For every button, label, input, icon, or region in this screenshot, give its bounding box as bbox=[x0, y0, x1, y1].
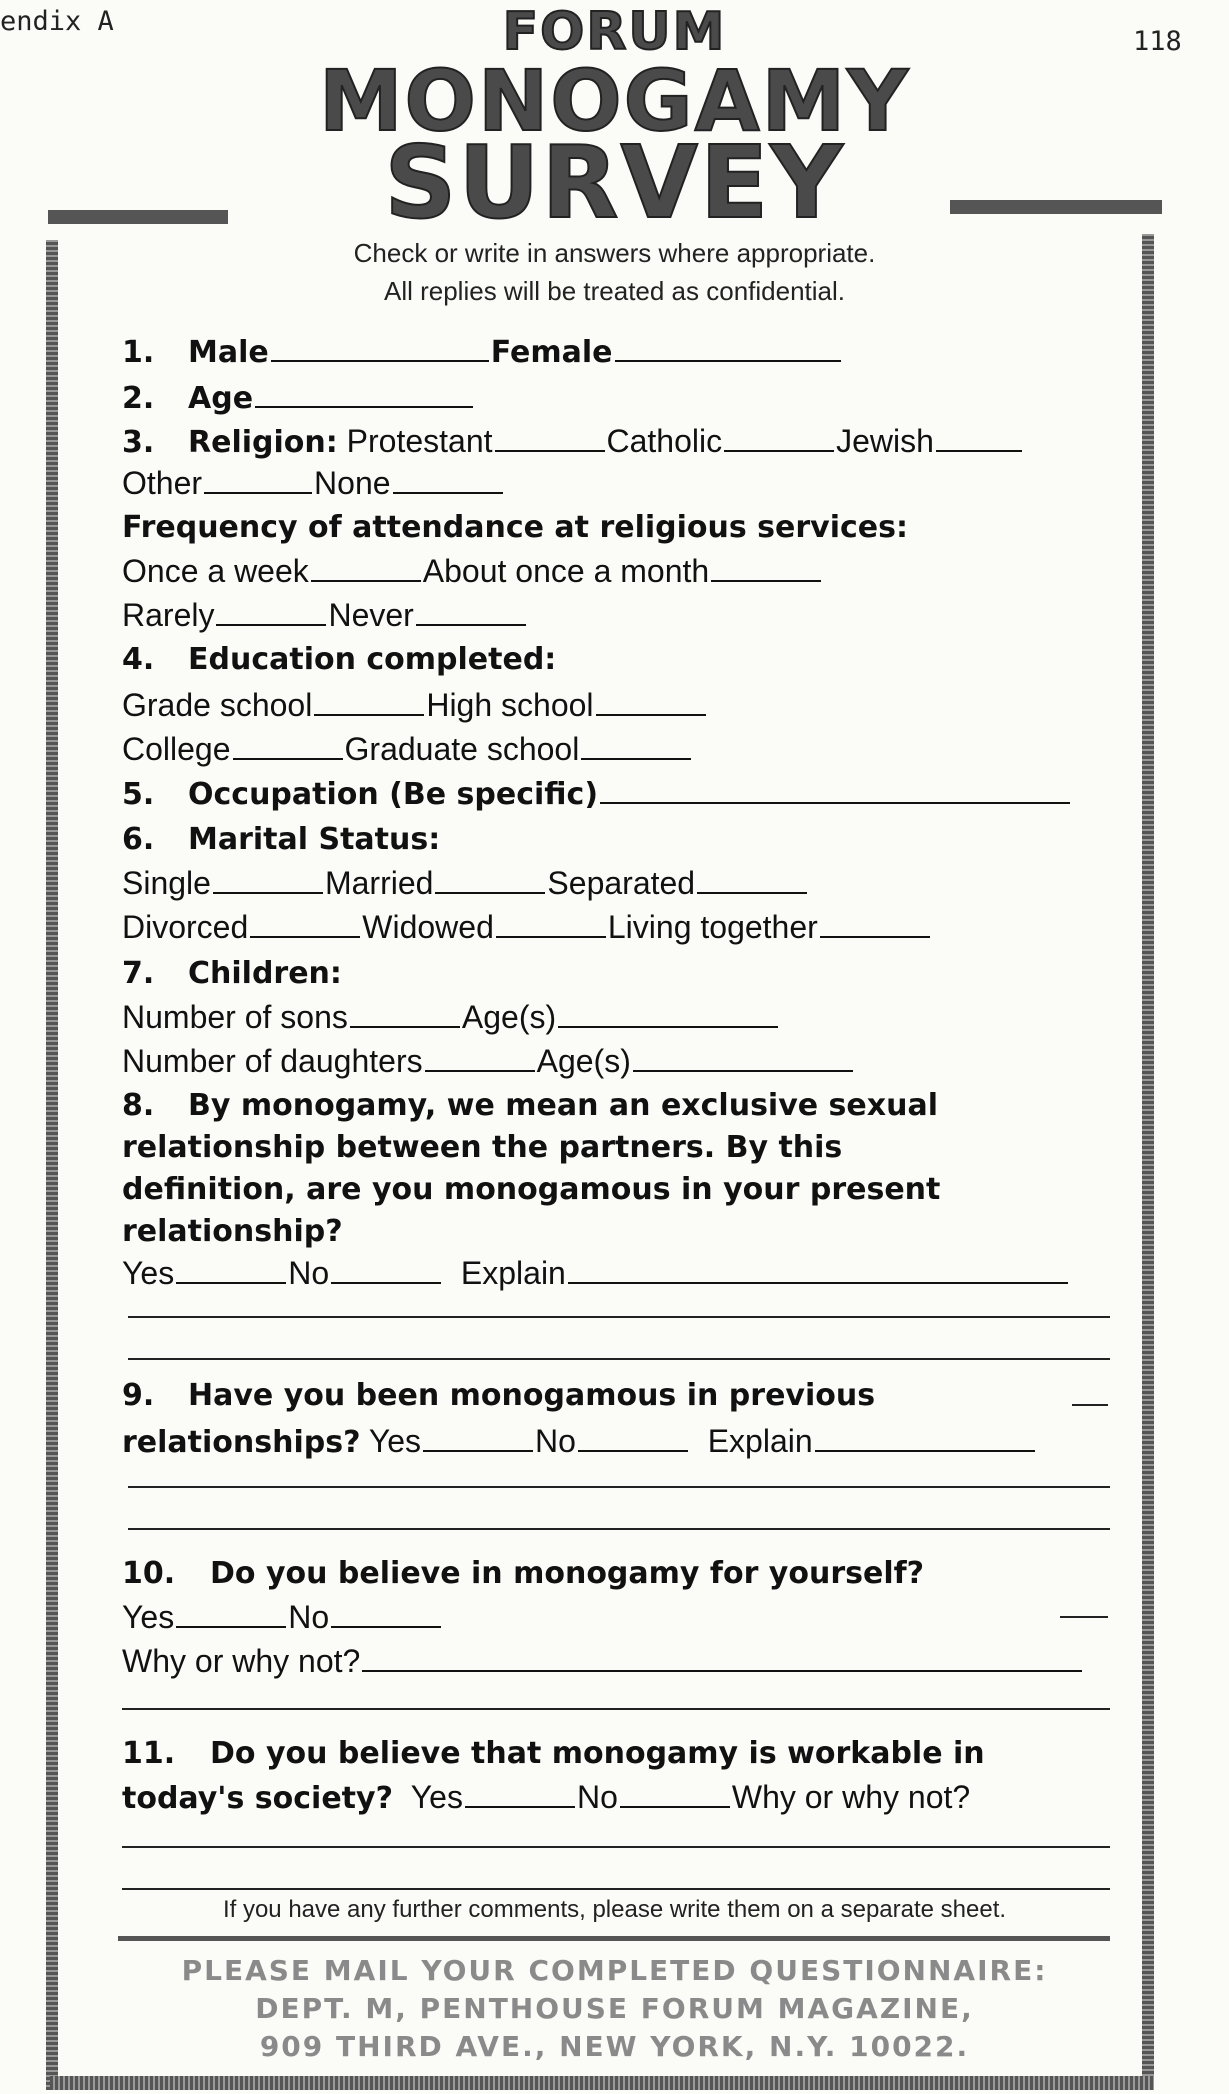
q6-widowed-label: Widowed bbox=[362, 909, 494, 945]
q3-row-2 bbox=[122, 466, 505, 499]
q4-row bbox=[122, 642, 556, 675]
q1-male-blank[interactable] bbox=[271, 334, 489, 362]
q7-children-label: Children: bbox=[188, 956, 342, 991]
q7-sons-blank[interactable] bbox=[350, 1000, 460, 1028]
q7-daughters-row bbox=[122, 1044, 855, 1077]
q5-occupation-blank[interactable] bbox=[600, 776, 1070, 804]
q2-row bbox=[122, 380, 475, 414]
q8-question-line-3: definition, are you monogamous in your present bbox=[122, 1172, 941, 1207]
q10-question: Do you believe in monogamy for yourself? bbox=[210, 1556, 925, 1591]
q2-age-blank[interactable] bbox=[255, 380, 473, 408]
q8-yes-blank[interactable] bbox=[176, 1256, 286, 1284]
q3-never-blank[interactable] bbox=[416, 598, 526, 626]
q4-row-3 bbox=[122, 732, 693, 765]
q9-explain-label: Explain bbox=[707, 1423, 813, 1459]
q3-rarely-blank[interactable] bbox=[216, 598, 326, 626]
q4-grade-label: Grade school bbox=[122, 687, 313, 723]
form-border-left bbox=[46, 240, 58, 2090]
q2-number: 2. bbox=[122, 381, 155, 416]
q6-married-blank[interactable] bbox=[435, 866, 545, 894]
q3-frequency-heading bbox=[122, 510, 908, 543]
q7-number: 7. bbox=[122, 956, 155, 991]
q3-catholic-blank[interactable] bbox=[724, 424, 834, 452]
q10-no-label: No bbox=[288, 1599, 330, 1635]
q3-number: 3. bbox=[122, 425, 155, 460]
q3-catholic-label: Catholic bbox=[606, 423, 723, 459]
q8-answer-row bbox=[122, 1256, 1070, 1289]
q7-sons-label: Number of sons bbox=[122, 999, 348, 1035]
q3-once-month-label: About once a month bbox=[422, 553, 710, 589]
q7-row bbox=[122, 956, 342, 989]
q9-explain-blank[interactable] bbox=[815, 1424, 1035, 1452]
q10-yes-label: Yes bbox=[122, 1599, 175, 1635]
q8-explain-label: Explain bbox=[460, 1255, 566, 1291]
mail-instruction: PLEASE MAIL YOUR COMPLETED QUESTIONNAIRE: bbox=[181, 1954, 1048, 1987]
q6-single-blank[interactable] bbox=[213, 866, 323, 894]
q10-no-blank[interactable] bbox=[331, 1600, 441, 1628]
q8-question-line-2: relationship between the partners. By this bbox=[122, 1130, 843, 1165]
q8-number: 8. bbox=[122, 1088, 155, 1123]
q4-college-label: College bbox=[122, 731, 231, 767]
q3-rarely-label: Rarely bbox=[122, 597, 215, 633]
q6-divorced-blank[interactable] bbox=[250, 910, 360, 938]
q3-jewish-label: Jewish bbox=[836, 423, 934, 459]
q3-once-week-blank[interactable] bbox=[311, 554, 421, 582]
q6-widowed-blank[interactable] bbox=[496, 910, 606, 938]
q8-no-blank[interactable] bbox=[331, 1256, 441, 1284]
mail-address: 909 THIRD AVE., NEW YORK, N.Y. 10022. bbox=[259, 2030, 970, 2063]
q6-divorced-label: Divorced bbox=[122, 909, 249, 945]
q8-explain-line-3[interactable] bbox=[128, 1358, 1110, 1360]
q6-separated-blank[interactable] bbox=[697, 866, 807, 894]
q8-explain-line-2[interactable] bbox=[128, 1316, 1110, 1318]
masthead-survey: SURVEY bbox=[384, 124, 845, 241]
q4-high-label: High school bbox=[426, 687, 594, 723]
q9-no-blank[interactable] bbox=[578, 1424, 688, 1452]
q6-row-3 bbox=[122, 910, 932, 943]
masthead-forum: FORUM bbox=[502, 2, 727, 62]
q10-line-1 bbox=[122, 1556, 924, 1589]
q6-married-label: Married bbox=[324, 865, 434, 901]
q3-other-label: Other bbox=[122, 465, 203, 501]
q11-number: 11. bbox=[122, 1736, 176, 1771]
q10-answer-row bbox=[122, 1600, 443, 1633]
q3-once-month-blank[interactable] bbox=[711, 554, 821, 582]
q1-number: 1. bbox=[122, 335, 155, 370]
q3-protestant-blank[interactable] bbox=[495, 424, 605, 452]
q3-never-label: Never bbox=[328, 597, 414, 633]
q3-row bbox=[122, 424, 1024, 458]
q1-row bbox=[122, 334, 843, 368]
q6-separated-label: Separated bbox=[547, 865, 696, 901]
q6-living-label: Living together bbox=[607, 909, 818, 945]
footer-rule bbox=[118, 1936, 1110, 1941]
q4-graduate-blank[interactable] bbox=[581, 732, 691, 760]
q8-no-label: No bbox=[288, 1255, 330, 1291]
q4-education-label: Education completed: bbox=[188, 642, 557, 677]
q6-row-2 bbox=[122, 866, 809, 899]
mail-department: DEPT. M, PENTHOUSE FORUM MAGAZINE, bbox=[255, 1992, 974, 2025]
q6-row bbox=[122, 822, 440, 855]
q6-single-label: Single bbox=[122, 865, 211, 901]
q7-sons-row bbox=[122, 1000, 780, 1033]
q8-yes-label: Yes bbox=[122, 1255, 175, 1291]
q9-answer-row bbox=[122, 1424, 1037, 1458]
q5-row bbox=[122, 776, 1072, 810]
q9-no-label: No bbox=[535, 1423, 576, 1459]
q9-line-1 bbox=[122, 1378, 875, 1411]
title-rule-left bbox=[48, 210, 228, 224]
q10-why-label: Why or why not? bbox=[122, 1643, 361, 1679]
q9-question-line-2: relationships? bbox=[122, 1425, 361, 1460]
q4-college-blank[interactable] bbox=[233, 732, 343, 760]
intro-line-1: Check or write in answers where appropriate. bbox=[353, 238, 876, 268]
form-border-bottom bbox=[50, 2076, 1154, 2090]
q11-yes-blank[interactable] bbox=[465, 1780, 575, 1808]
q4-graduate-label: Graduate school bbox=[344, 731, 580, 767]
q8-line-1 bbox=[122, 1088, 938, 1121]
q1-female-blank[interactable] bbox=[615, 334, 841, 362]
intro-line-2: All replies will be treated as confidential. bbox=[383, 276, 846, 306]
q11-why-line-2[interactable] bbox=[122, 1888, 1110, 1890]
q10-why-line-2[interactable] bbox=[122, 1708, 1110, 1710]
q6-living-blank[interactable] bbox=[820, 910, 930, 938]
q7-daughters-label: Number of daughters bbox=[122, 1043, 423, 1079]
q6-number: 6. bbox=[122, 822, 155, 857]
q8-line-4 bbox=[122, 1214, 343, 1247]
q10-yes-blank[interactable] bbox=[176, 1600, 286, 1628]
q9-yes-label: Yes bbox=[368, 1423, 422, 1459]
q9-number: 9. bbox=[122, 1378, 155, 1413]
q11-yes-label: Yes bbox=[410, 1779, 463, 1815]
q7-daughters-ages-blank[interactable] bbox=[633, 1044, 853, 1072]
q7-sons-ages-label: Age(s) bbox=[461, 999, 557, 1035]
q3-once-week-label: Once a week bbox=[122, 553, 309, 589]
form-border-right bbox=[1142, 234, 1154, 2084]
q3-frequency-row-2 bbox=[122, 598, 528, 631]
q4-grade-blank[interactable] bbox=[314, 688, 424, 716]
q2-age-label: Age bbox=[188, 381, 254, 416]
appendix-label: endix A bbox=[0, 6, 114, 37]
q11-why-label: Why or why not? bbox=[731, 1779, 971, 1815]
q3-jewish-blank[interactable] bbox=[936, 424, 1022, 452]
q9-explain-line-3[interactable] bbox=[128, 1528, 1110, 1530]
q10-number: 10. bbox=[122, 1556, 176, 1591]
q4-high-blank[interactable] bbox=[596, 688, 706, 716]
q8-line-2 bbox=[122, 1130, 842, 1163]
q11-line-1 bbox=[122, 1736, 985, 1769]
q3-religion-label: Religion: bbox=[188, 425, 338, 460]
q4-number: 4. bbox=[122, 642, 155, 677]
q10-stray-mark bbox=[1060, 1616, 1108, 1618]
q9-stray-mark bbox=[1072, 1404, 1108, 1406]
q3-none-label: None bbox=[314, 465, 391, 501]
q10-why-blank[interactable] bbox=[362, 1644, 1082, 1672]
q7-daughters-blank[interactable] bbox=[425, 1044, 535, 1072]
q10-why-row bbox=[122, 1644, 1084, 1677]
q3-other-blank[interactable] bbox=[204, 466, 312, 494]
masthead-monogamy: MONOGAMY bbox=[318, 52, 911, 150]
page-number: 118 bbox=[1133, 26, 1182, 57]
q8-question-line-1: By monogamy, we mean an exclusive sexual bbox=[188, 1088, 938, 1123]
q6-marital-label: Marital Status: bbox=[188, 822, 441, 857]
q9-question-line-1: Have you been monogamous in previous bbox=[188, 1378, 876, 1413]
q11-no-blank[interactable] bbox=[620, 1780, 730, 1808]
q5-occupation-label: Occupation (Be specific) bbox=[188, 777, 599, 812]
q4-row-2 bbox=[122, 688, 708, 721]
q11-no-label: No bbox=[576, 1779, 618, 1815]
q1-male-label: Male bbox=[188, 335, 269, 370]
q7-sons-ages-blank[interactable] bbox=[558, 1000, 778, 1028]
q3-frequency-label: Frequency of attendance at religious services: bbox=[122, 510, 909, 545]
q5-number: 5. bbox=[122, 777, 155, 812]
q9-yes-blank[interactable] bbox=[423, 1424, 533, 1452]
q3-protestant-label: Protestant bbox=[346, 423, 493, 459]
q9-explain-line-2[interactable] bbox=[128, 1486, 1110, 1488]
title-rule-right bbox=[950, 200, 1162, 214]
q8-line-3 bbox=[122, 1172, 940, 1205]
q1-female-label: Female bbox=[490, 335, 613, 370]
q3-none-blank[interactable] bbox=[393, 466, 503, 494]
q11-question-line-2: today's society? bbox=[122, 1781, 393, 1816]
q11-answer-row bbox=[122, 1780, 970, 1814]
q11-question-line-1: Do you believe that monogamy is workable in bbox=[210, 1736, 985, 1771]
q7-daughters-ages-label: Age(s) bbox=[536, 1043, 631, 1079]
q8-question-line-4: relationship? bbox=[122, 1214, 343, 1249]
q11-why-line-1[interactable] bbox=[122, 1846, 1110, 1848]
q8-explain-blank[interactable] bbox=[568, 1256, 1068, 1284]
comments-note: If you have any further comments, please write them on a separate sheet. bbox=[222, 1896, 1007, 1923]
q3-frequency-row-1 bbox=[122, 554, 823, 587]
